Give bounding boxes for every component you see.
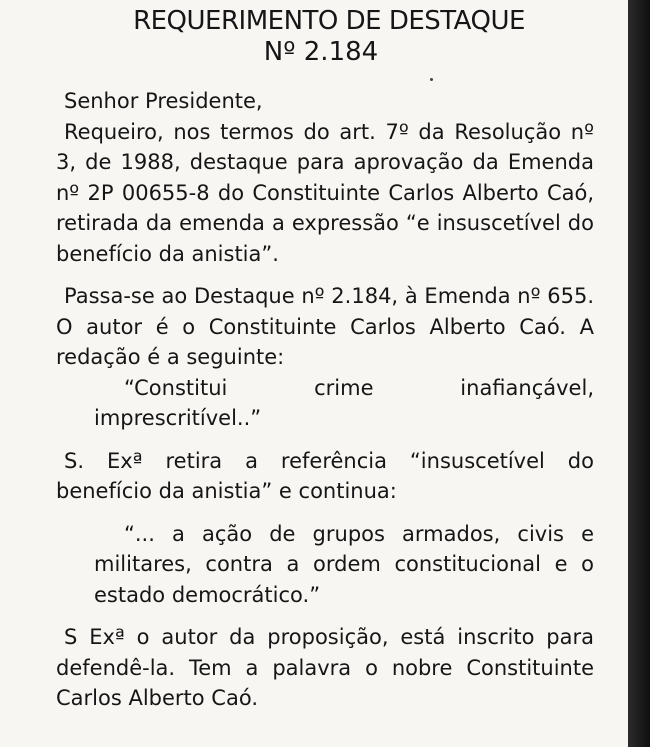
request-paragraph: Requeiro, nos termos do art. 7º da Resolução nº 3, de 1988, destaque para aprovação da Emenda nº 2P 00655-8 do Constituinte Carlos Alberto Caó, retirada da emenda a expressão “e insuscetível do benefício da anistia”. bbox=[56, 119, 594, 266]
document-body bbox=[56, 86, 594, 714]
quoted-text-2: “... a ação de grupos armados, civis e militares, contra a ordem constitucional e o estado democrático.” bbox=[94, 521, 594, 607]
print-speck bbox=[430, 78, 433, 81]
withdrawal-paragraph: S. Exª retira a referência “insuscetível do benefício da anistia” e continua: bbox=[56, 448, 594, 503]
header bbox=[0, 6, 628, 68]
salutation: Senhor Presidente, bbox=[64, 89, 263, 113]
quoted-text-1: “Constitui crime inafiançável, imprescritível..” bbox=[94, 375, 594, 430]
page-edge bbox=[628, 0, 650, 747]
transition-paragraph: Passa-se ao Destaque nº 2.184, à Emenda nº 655. O autor é o Constituinte Carlos Alberto Caó. A redação é a seguinte: bbox=[56, 284, 594, 369]
document-title: REQUERIMENTO DE DESTAQUE bbox=[133, 6, 525, 36]
closing-paragraph: S Exª o autor da proposição, está inscrito para defendê-la. Tem a palavra o nobre Constituinte Carlos Alberto Caó. bbox=[56, 625, 594, 710]
document-number: Nº 2.184 bbox=[263, 37, 379, 67]
